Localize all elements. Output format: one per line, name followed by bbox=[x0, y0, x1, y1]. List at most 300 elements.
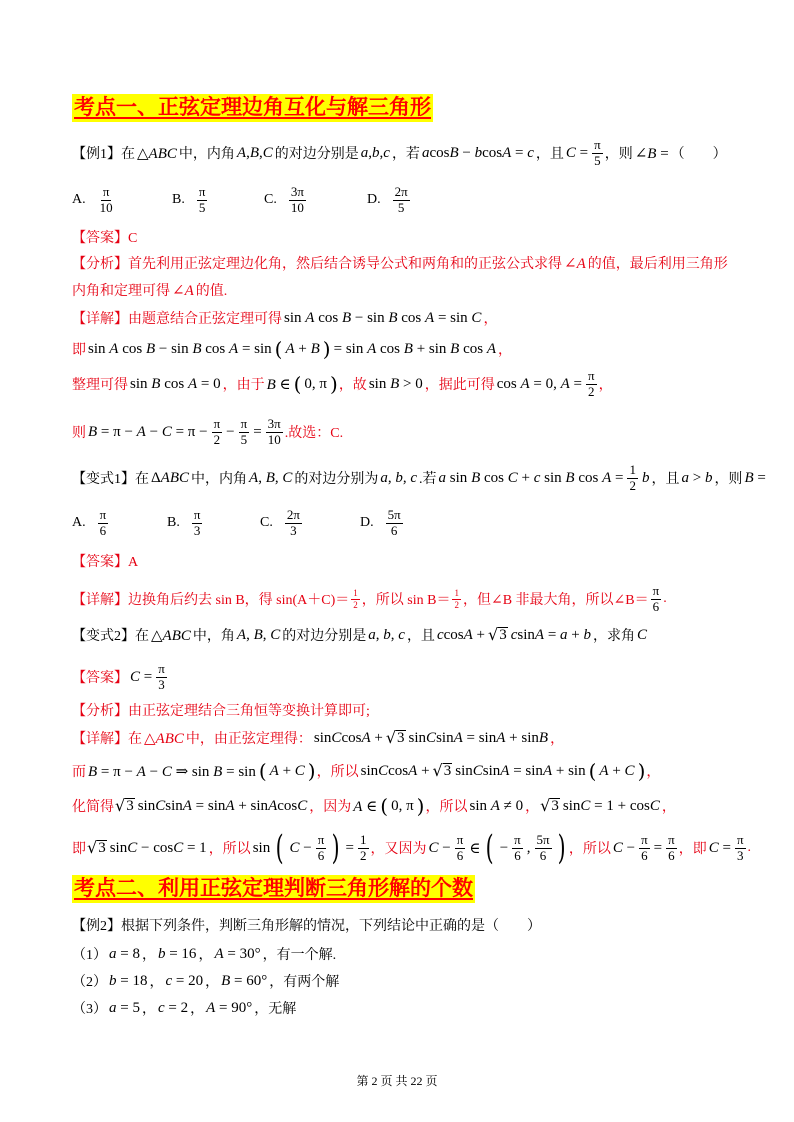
math-expression: B ∈ bbox=[266, 376, 291, 393]
example-2-item bbox=[72, 991, 296, 1025]
text-run: . bbox=[663, 591, 667, 606]
math-variable: C bbox=[472, 762, 483, 779]
variant-2-detail-line bbox=[72, 789, 676, 823]
math-variable: A bbox=[560, 375, 570, 392]
math-variable: B bbox=[390, 375, 400, 392]
fraction-denominator: 2 bbox=[353, 599, 358, 610]
example-1-detail-line bbox=[72, 367, 613, 401]
math-expression: A = 30° bbox=[214, 945, 261, 962]
text-run: 中，角 bbox=[192, 629, 235, 644]
math-expression: c = 2 bbox=[157, 999, 189, 1016]
math-variable: A bbox=[367, 340, 377, 357]
text-run: 【详解】边换角后约去 sin B，得 sin(A＋C)＝ bbox=[72, 593, 350, 608]
math-expression: cos A = 0, A = bbox=[496, 375, 582, 392]
fraction-numerator: π bbox=[641, 831, 648, 847]
section-title: 考点二、利用正弦定理判断三角形解的个数 bbox=[74, 877, 473, 900]
fraction bbox=[197, 185, 208, 216]
math-variable: A bbox=[353, 798, 363, 815]
parenthesis: ( bbox=[486, 828, 495, 868]
fraction bbox=[651, 584, 662, 615]
fraction-numerator: π bbox=[158, 660, 165, 676]
math-expression: A ∈ bbox=[353, 798, 378, 815]
math-expression: − bbox=[226, 423, 235, 440]
parenthesis: ) bbox=[416, 794, 425, 818]
text-run: 的值. bbox=[195, 284, 228, 299]
radicand: 3 bbox=[126, 797, 134, 814]
fraction-denominator: 5 bbox=[198, 199, 206, 215]
math-variable: B bbox=[471, 469, 481, 486]
fraction-numerator: π bbox=[668, 831, 675, 847]
math-variable: B bbox=[744, 469, 754, 486]
math-variable: C bbox=[649, 797, 660, 814]
text-run: （3） bbox=[72, 1002, 107, 1017]
page-footer: 第 2 页 共 22 页 bbox=[356, 1074, 438, 1088]
square-root bbox=[433, 763, 453, 780]
text-run: 中，内角 bbox=[191, 472, 248, 487]
math-variable: C bbox=[428, 839, 439, 856]
math-variable: A bbox=[305, 309, 315, 326]
math-variable: c bbox=[165, 972, 173, 989]
text-run: 内角和定理可得 bbox=[72, 284, 170, 299]
radical-sign: √ bbox=[488, 625, 499, 645]
fraction bbox=[735, 833, 746, 864]
variant-1-options bbox=[72, 506, 472, 540]
math-variable: A bbox=[269, 762, 279, 779]
fraction-denominator: 2 bbox=[213, 431, 221, 447]
variant-2-detail-line bbox=[72, 754, 660, 788]
fraction-denominator: 5 bbox=[397, 199, 405, 215]
square-root bbox=[488, 627, 508, 644]
fraction-denominator: 6 bbox=[317, 847, 325, 863]
math-expression: sin B cos A = 0 bbox=[130, 375, 221, 392]
math-expression: A + C bbox=[599, 762, 635, 779]
fraction-denominator: 2 bbox=[629, 477, 636, 493]
square-root bbox=[386, 730, 406, 747]
fraction-numerator: π bbox=[102, 183, 110, 199]
text-run: ， bbox=[198, 948, 213, 963]
math-expression: c = 20 bbox=[165, 972, 204, 989]
math-variable: B bbox=[266, 376, 276, 393]
fraction bbox=[512, 833, 523, 864]
text-run: 而 bbox=[72, 765, 86, 780]
fraction-numerator: 3π bbox=[267, 415, 281, 431]
math-variable: c bbox=[398, 626, 405, 643]
math-variable: B bbox=[171, 627, 181, 644]
fraction-denominator: 10 bbox=[290, 199, 304, 215]
math-variable: C bbox=[130, 668, 141, 685]
math-expression: b = 16 bbox=[157, 945, 197, 962]
math-expression: b = 18 bbox=[109, 972, 148, 989]
math-variable: A bbox=[206, 999, 216, 1016]
fraction-denominator: 6 bbox=[641, 847, 648, 863]
math-variable: C bbox=[179, 469, 190, 486]
math-variable: a bbox=[380, 469, 388, 486]
math-variable: B bbox=[157, 145, 167, 162]
text-run: 则 bbox=[72, 426, 86, 441]
text-run: 【分析】由正弦定理结合三角恒等变换计算即可; bbox=[72, 704, 370, 719]
fraction-numerator: π bbox=[456, 831, 464, 847]
fraction bbox=[455, 833, 466, 864]
math-variable: C bbox=[507, 469, 518, 486]
math-variable: A bbox=[182, 797, 192, 814]
fraction bbox=[666, 833, 677, 864]
text-run: ，且 bbox=[406, 629, 435, 644]
math-variable: A bbox=[148, 145, 158, 162]
math-variable: b bbox=[583, 626, 591, 643]
math-variable: A bbox=[599, 762, 609, 779]
option-label: A. bbox=[72, 192, 86, 207]
radicand: 3 bbox=[551, 797, 559, 814]
math-variable: B bbox=[310, 340, 320, 357]
math-variable: A bbox=[520, 375, 530, 392]
radical-sign: √ bbox=[385, 728, 397, 748]
fraction bbox=[316, 833, 327, 864]
radicand: 3 bbox=[443, 762, 452, 779]
math-expression: 0, π bbox=[304, 375, 327, 392]
variant-2-question bbox=[72, 618, 649, 652]
math-variable: C bbox=[331, 729, 342, 746]
fraction-numerator: 2π bbox=[286, 506, 300, 522]
math-variable: A bbox=[453, 729, 463, 746]
fraction-denominator: 6 bbox=[390, 522, 398, 538]
text-run: .若 bbox=[419, 472, 437, 487]
math-variable: B bbox=[88, 423, 98, 440]
math-expression: B = 60° bbox=[221, 972, 268, 989]
fraction-numerator: 5π bbox=[536, 831, 550, 847]
math-variable: A bbox=[136, 423, 146, 440]
math-variable: C bbox=[173, 730, 184, 747]
math-variable: A bbox=[496, 729, 506, 746]
option-b bbox=[167, 506, 204, 540]
radical-sign: √ bbox=[540, 796, 551, 816]
option-a bbox=[72, 506, 110, 540]
text-run: ，求角 bbox=[593, 629, 635, 644]
math-variable: C bbox=[155, 797, 166, 814]
math-expression: C = bbox=[565, 144, 589, 161]
math-variable: B bbox=[192, 340, 202, 357]
text-run: （1） bbox=[72, 948, 107, 963]
option-b bbox=[172, 183, 209, 217]
math-expression: a,b,c bbox=[360, 144, 390, 161]
fraction-denominator: 3 bbox=[290, 522, 297, 538]
math-variable: a bbox=[421, 144, 430, 161]
math-variable: b bbox=[704, 469, 713, 486]
parenthesis: ( bbox=[380, 794, 389, 818]
math-variable: B bbox=[647, 145, 657, 162]
example-1-detail-line bbox=[72, 332, 512, 366]
math-variable: B bbox=[169, 469, 179, 486]
math-variable: C bbox=[297, 797, 308, 814]
math-variable: C bbox=[471, 309, 482, 326]
fraction-denominator: 5 bbox=[594, 152, 601, 168]
fraction-numerator: 1 bbox=[454, 588, 459, 599]
fraction bbox=[289, 185, 306, 216]
option-label: B. bbox=[167, 515, 180, 530]
math-expression: , bbox=[526, 839, 531, 856]
math-variable: A bbox=[236, 144, 247, 161]
fraction bbox=[98, 508, 109, 539]
text-run: （ ） bbox=[670, 147, 727, 162]
math-variable: C bbox=[637, 626, 648, 643]
math-variable: b bbox=[157, 945, 166, 962]
variant-1-detail-line bbox=[72, 582, 667, 616]
text-run: 的值，最后利用三角形 bbox=[587, 257, 728, 272]
math-variable: B bbox=[253, 626, 263, 643]
fraction-numerator: 5π bbox=[387, 506, 401, 522]
text-run: 即 bbox=[72, 842, 86, 857]
math-expression: C − bbox=[289, 839, 312, 856]
parenthesis: ) bbox=[330, 372, 338, 396]
math-variable: A bbox=[534, 626, 545, 643]
math-variable: A bbox=[463, 626, 473, 643]
fraction-denominator: 5 bbox=[240, 431, 248, 447]
math-variable: B bbox=[565, 469, 575, 486]
fraction bbox=[192, 508, 203, 539]
math-expression: sinCcosA + bbox=[360, 762, 430, 779]
text-run: ，有两个解 bbox=[269, 975, 340, 990]
math-expression: sin B > 0 bbox=[368, 375, 423, 392]
math-variable: b bbox=[372, 144, 380, 161]
math-variable: C bbox=[173, 839, 184, 856]
math-expression: ∠B = bbox=[634, 145, 669, 162]
variant-1-question bbox=[72, 461, 768, 495]
fraction-denominator: 10 bbox=[267, 431, 281, 447]
math-variable: A bbox=[229, 340, 239, 357]
math-variable: B bbox=[249, 144, 259, 161]
fraction-numerator: π bbox=[594, 136, 601, 152]
variant-1-answer bbox=[72, 544, 138, 578]
fraction-denominator: 6 bbox=[514, 847, 521, 863]
fraction bbox=[156, 662, 167, 693]
text-run: ，有一个解. bbox=[262, 948, 337, 963]
parenthesis: ( bbox=[275, 828, 284, 868]
fraction-denominator: 3 bbox=[736, 847, 744, 863]
option-label: C. bbox=[264, 192, 277, 207]
math-variable: C bbox=[161, 763, 172, 780]
math-variable: C bbox=[127, 839, 138, 856]
math-variable: B bbox=[388, 309, 398, 326]
math-expression: ccosA + bbox=[436, 626, 485, 643]
text-run: 化简得 bbox=[72, 800, 114, 815]
option-label: A. bbox=[72, 515, 86, 530]
option-c bbox=[260, 506, 304, 540]
text-run: ，且 bbox=[651, 472, 680, 487]
text-run: ， bbox=[190, 1002, 205, 1017]
fraction-numerator: π bbox=[317, 831, 325, 847]
math-variable: b bbox=[383, 626, 391, 643]
section-heading-1 bbox=[72, 94, 433, 122]
parenthesis: ( bbox=[258, 759, 267, 783]
math-variable: A bbox=[214, 945, 224, 962]
math-expression: A = 90° bbox=[206, 999, 253, 1016]
math-variable: C bbox=[289, 839, 300, 856]
variant-2-answer bbox=[72, 660, 169, 694]
fraction-numerator: 2π bbox=[394, 183, 408, 199]
text-run: ，所以 bbox=[316, 765, 359, 780]
fraction-numerator: π bbox=[240, 415, 248, 431]
text-run: 中，内角 bbox=[178, 147, 235, 162]
text-run: 【详解】由题意结合正弦定理可得 bbox=[72, 312, 282, 327]
text-run: ，所以 bbox=[568, 842, 611, 857]
text-run: 【分析】首先利用正弦定理边化角，然后结合诱导公式和两角和的正弦公式求得 bbox=[72, 257, 562, 272]
math-variable: A bbox=[249, 469, 259, 486]
fraction-numerator: π bbox=[514, 831, 521, 847]
math-variable: A bbox=[542, 762, 553, 779]
fraction-numerator: π bbox=[213, 415, 221, 431]
fraction bbox=[266, 417, 283, 448]
fraction-denominator: 2 bbox=[454, 599, 459, 610]
math-variable: A bbox=[187, 375, 198, 392]
parenthesis: ) bbox=[331, 828, 340, 868]
math-expression: sin A ≠ 0 bbox=[469, 797, 524, 814]
text-run: ， bbox=[205, 975, 220, 990]
option-label: B. bbox=[172, 192, 185, 207]
text-run: ， bbox=[141, 948, 156, 963]
example-1-detail-line bbox=[72, 301, 497, 335]
math-variable: a bbox=[560, 626, 568, 643]
math-expression: B = bbox=[744, 469, 766, 486]
radical-sign: √ bbox=[87, 838, 98, 858]
text-run: ，故 bbox=[338, 378, 367, 393]
fraction bbox=[592, 138, 603, 169]
math-variable: A bbox=[408, 762, 418, 779]
math-variable: A bbox=[576, 255, 586, 272]
text-run: ，因为 bbox=[309, 800, 352, 815]
math-expression: sinC − cosC = 1 bbox=[109, 839, 207, 856]
math-variable: C bbox=[270, 626, 281, 643]
parenthesis: ( bbox=[274, 337, 283, 361]
option-label: D. bbox=[360, 515, 374, 530]
math-variable: c bbox=[436, 626, 444, 643]
math-expression: 0, π bbox=[391, 797, 414, 814]
text-run: 整理可得 bbox=[72, 378, 128, 393]
option-d bbox=[367, 183, 412, 217]
fraction bbox=[98, 185, 115, 216]
math-expression: A, B, C bbox=[236, 626, 281, 643]
parenthesis: ) bbox=[322, 337, 331, 361]
math-expression: △ABC bbox=[137, 145, 177, 162]
math-variable: B bbox=[213, 763, 223, 780]
fraction-denominator: 6 bbox=[539, 847, 547, 863]
text-run: ，所以 sin B＝ bbox=[361, 593, 451, 608]
math-variable: a bbox=[109, 999, 117, 1016]
math-expression: sinC = 1 + cosC bbox=[562, 797, 660, 814]
fraction-denominator: 3 bbox=[158, 676, 165, 692]
fraction-numerator: π bbox=[198, 183, 206, 199]
math-expression: − bbox=[499, 839, 509, 856]
math-expression: △ABC bbox=[151, 627, 191, 644]
option-d bbox=[360, 506, 405, 540]
text-run: 【答案】 bbox=[72, 671, 128, 686]
math-variable: A bbox=[602, 469, 612, 486]
math-variable: C bbox=[426, 729, 437, 746]
text-run: ，又因为 bbox=[370, 842, 427, 857]
math-variable: A bbox=[500, 762, 510, 779]
math-variable: C bbox=[708, 839, 719, 856]
text-run: 中，由正弦定理得： bbox=[185, 732, 312, 747]
fraction-numerator: 3π bbox=[290, 183, 304, 199]
text-run: ，则 bbox=[714, 472, 743, 487]
fraction-denominator: 6 bbox=[668, 847, 675, 863]
math-expression: ∈ bbox=[469, 840, 481, 857]
fraction bbox=[212, 417, 223, 448]
math-variable: B bbox=[145, 340, 156, 357]
section-heading-2 bbox=[72, 875, 475, 903]
variant-2-detail-line bbox=[72, 828, 752, 868]
math-expression bbox=[637, 627, 647, 644]
math-variable: B bbox=[221, 972, 231, 989]
text-run: 【答案】C bbox=[72, 231, 138, 246]
fraction bbox=[285, 508, 302, 539]
text-run: ，但∠B 非最大角，所以∠B＝ bbox=[462, 593, 649, 608]
text-run: ， bbox=[498, 343, 513, 358]
text-run: ， bbox=[141, 1002, 156, 1017]
math-variable: C bbox=[378, 762, 389, 779]
math-variable: C bbox=[565, 144, 576, 161]
math-variable: A bbox=[361, 729, 371, 746]
math-variable: A bbox=[486, 340, 497, 357]
math-variable: C bbox=[580, 797, 591, 814]
math-variable: A bbox=[109, 340, 119, 357]
fraction-denominator: 10 bbox=[99, 199, 113, 215]
text-run: 【例2】根据下列条件，判断三角形解的情况，下列结论中正确的是（ ） bbox=[72, 919, 541, 934]
fraction-numerator: 1 bbox=[629, 461, 636, 477]
math-variable: c bbox=[510, 626, 518, 643]
math-variable: A bbox=[285, 340, 295, 357]
radicand: 3 bbox=[499, 626, 507, 643]
math-variable: c bbox=[527, 144, 534, 161]
fraction bbox=[393, 185, 410, 216]
math-variable: a bbox=[681, 469, 689, 486]
fraction-denominator: 3 bbox=[193, 522, 201, 538]
math-expression: A + C bbox=[269, 762, 305, 779]
math-variable: B bbox=[88, 763, 98, 780]
math-variable: C bbox=[262, 144, 273, 161]
math-expression: C − bbox=[428, 839, 451, 856]
text-run: （2） bbox=[72, 975, 107, 990]
math-expression: sin A cos B − sin B cos A = sin bbox=[88, 340, 272, 357]
square-root bbox=[115, 798, 135, 815]
fraction-numerator: 1 bbox=[353, 588, 358, 599]
math-expression: B = π − A − C ⇒ sin B = sin bbox=[88, 763, 256, 780]
fraction bbox=[639, 833, 650, 864]
radicand: 3 bbox=[98, 839, 106, 856]
text-run: 【答案】A bbox=[72, 555, 139, 570]
parenthesis: ) bbox=[637, 759, 646, 783]
math-expression: a, b, c bbox=[368, 626, 405, 643]
math-variable: B bbox=[450, 340, 460, 357]
fraction-numerator: π bbox=[193, 506, 201, 522]
math-variable: A bbox=[162, 627, 172, 644]
math-expression: sin A cos B − sin B cos A = sin C bbox=[284, 309, 482, 326]
math-expression: = bbox=[653, 839, 663, 856]
radicand: 3 bbox=[397, 729, 405, 746]
square-root bbox=[540, 798, 560, 815]
math-expression: A,B,C bbox=[236, 144, 273, 161]
math-variable: A bbox=[184, 282, 194, 299]
text-run: ，且 bbox=[535, 147, 564, 162]
fraction bbox=[351, 588, 360, 610]
math-variable: B bbox=[265, 469, 275, 486]
text-run: . bbox=[747, 840, 752, 855]
variant-2-detail-line bbox=[72, 721, 564, 755]
text-run: 的对边分别是 bbox=[282, 629, 367, 644]
math-variable: B bbox=[449, 144, 459, 161]
math-variable: A bbox=[268, 797, 278, 814]
text-run: ，则 bbox=[604, 147, 633, 162]
text-run: ， bbox=[525, 800, 540, 815]
math-variable: C bbox=[282, 469, 293, 486]
